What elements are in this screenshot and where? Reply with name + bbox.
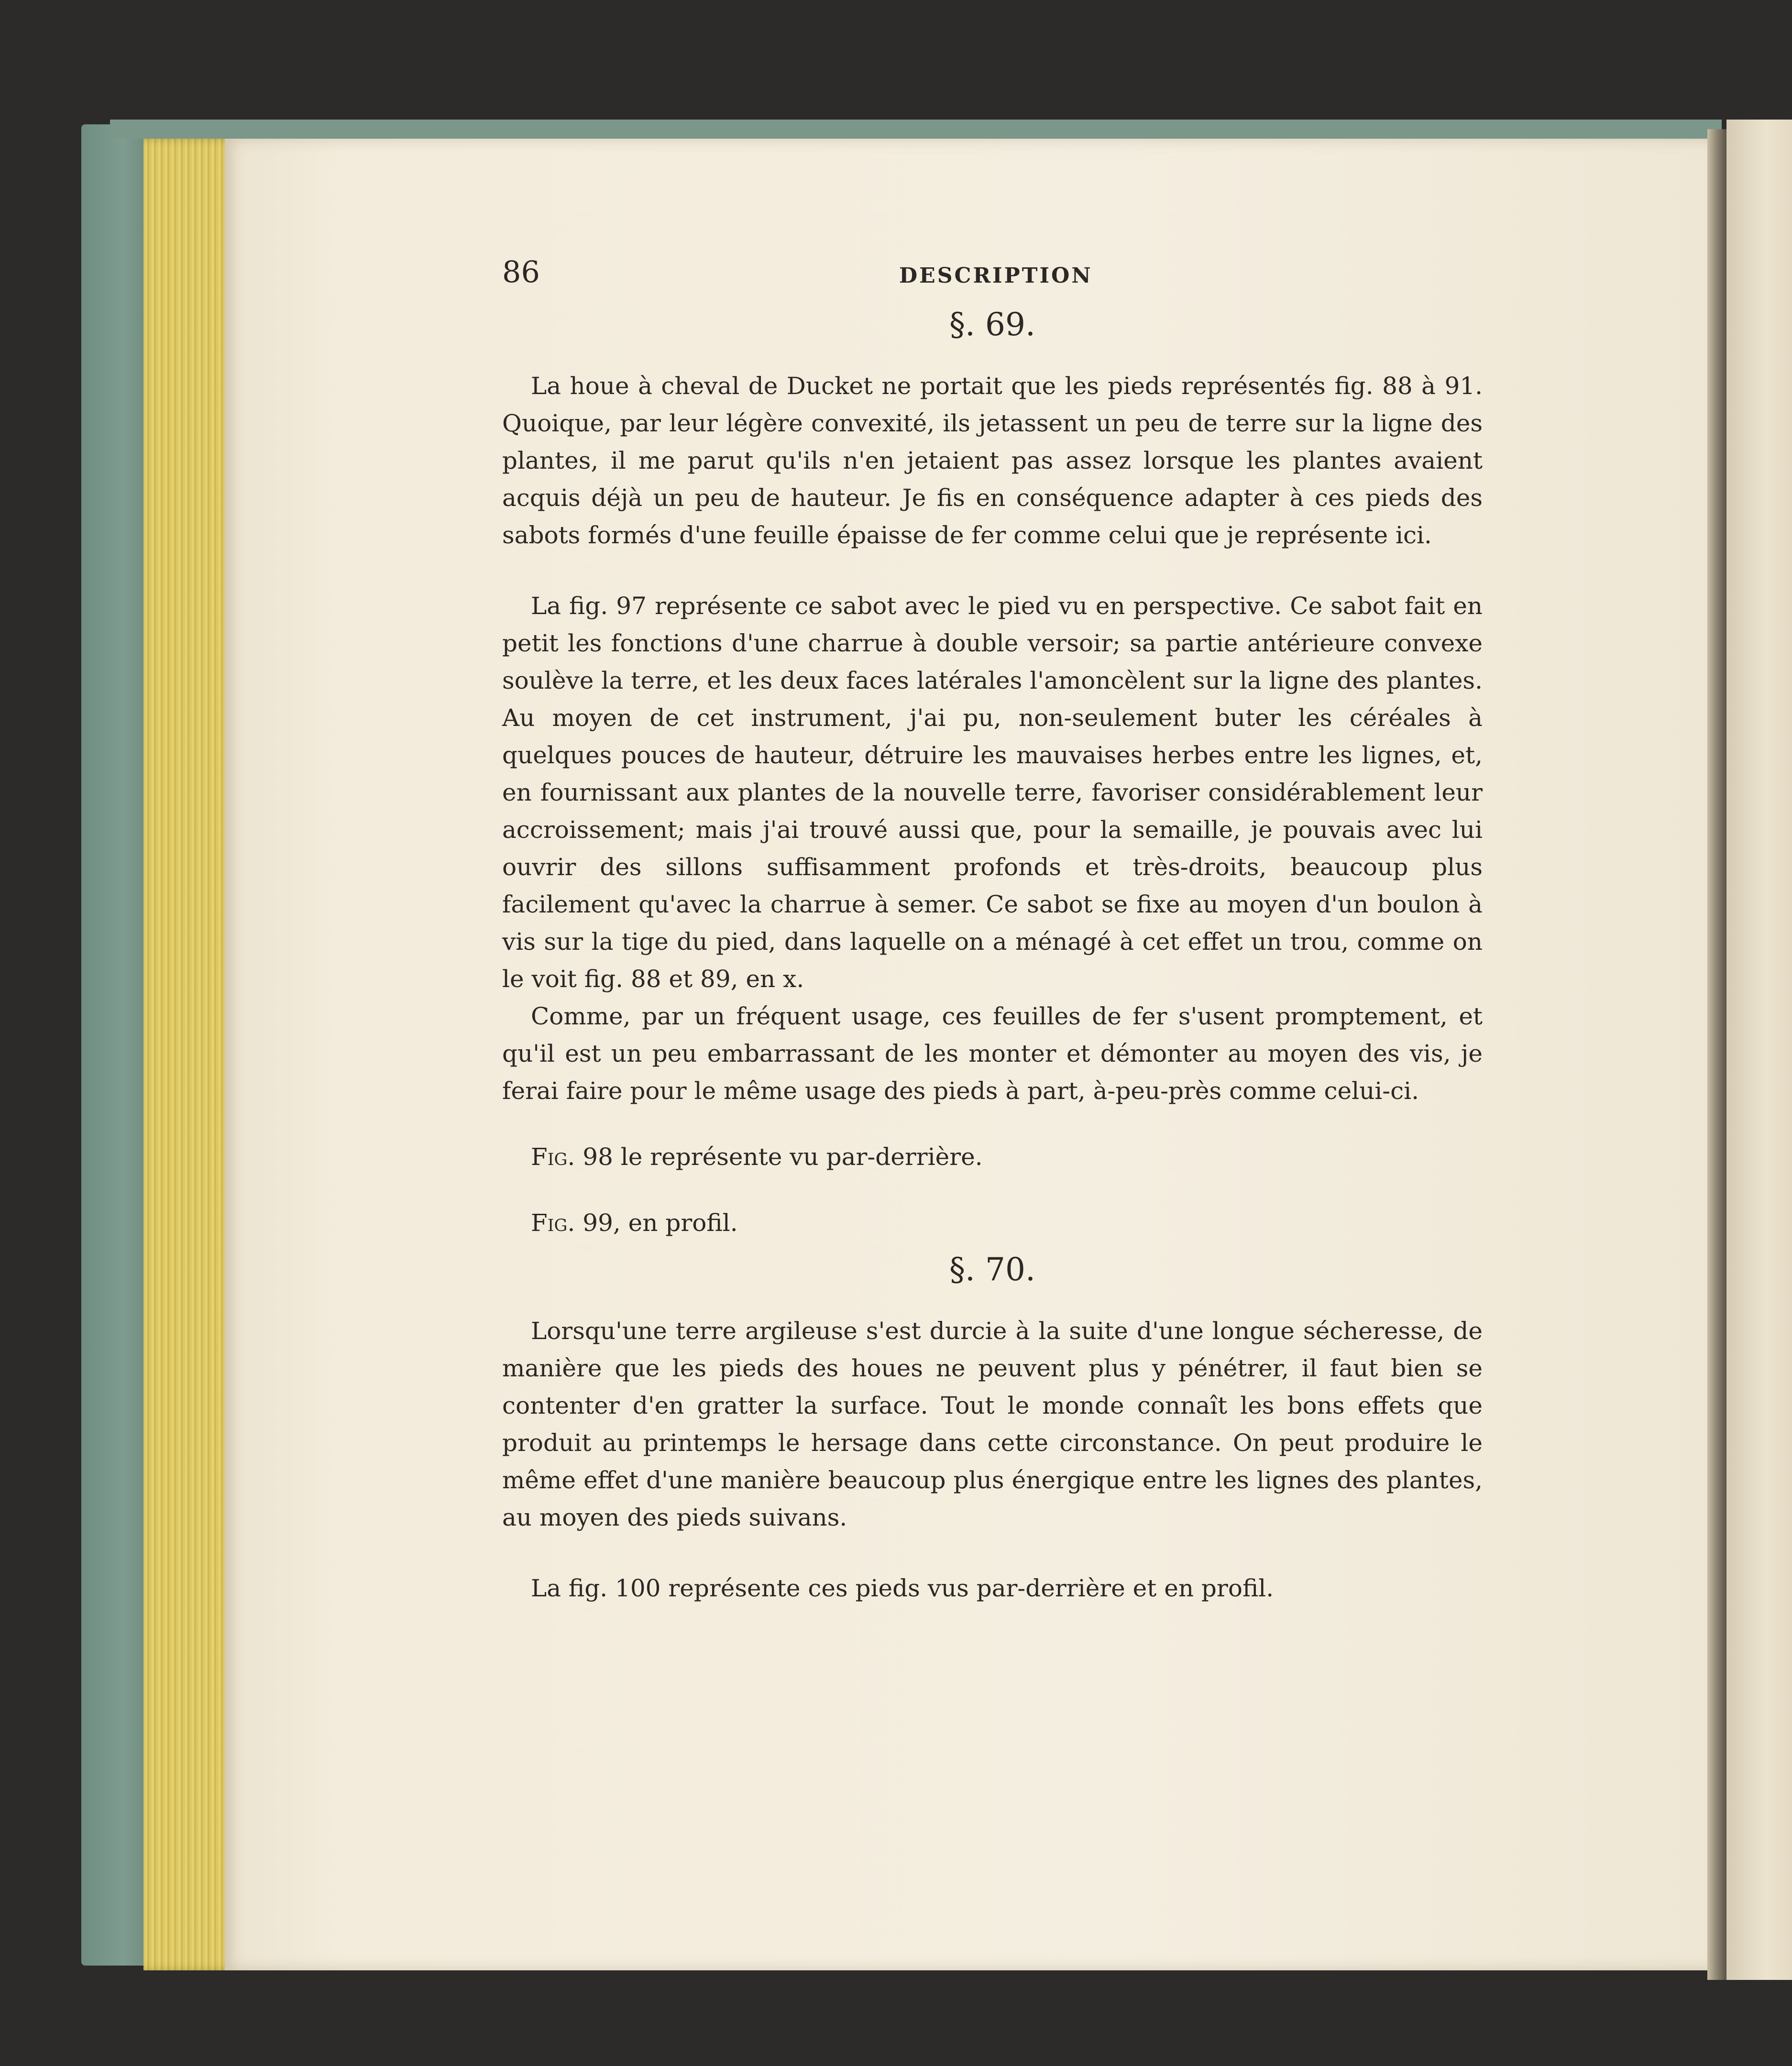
right-page-edge xyxy=(1726,120,1792,1980)
page-header xyxy=(502,253,1483,297)
figure-text: 98 le représente vu par-derrière. xyxy=(575,1143,983,1171)
figure-label: Fig. xyxy=(531,1143,575,1171)
figure-caption xyxy=(502,1138,1483,1176)
paragraph: La fig. 100 représente ces pieds vus par-derrière et en profil. xyxy=(531,1574,1274,1602)
book-gutter xyxy=(1707,129,1726,1980)
section-heading-69: §. 69. xyxy=(949,306,1035,343)
page-text xyxy=(502,253,1483,1607)
paragraph: Lorsqu'une terre argileuse s'est durcie à la suite d'une longue sécheresse, de manière que les pieds des houes ne peuvent plus y pénétrer, il faut bien se contenter d'en gratter la surface. Tout le monde connaît les bons effets que produit au printemps le hersage dans cette circonstance. On peut produire le même effet d'une manière beaucoup plus énergique entre les lignes des plantes, au moyen des pieds suivans. xyxy=(502,1317,1483,1531)
running-title: DESCRIPTION xyxy=(899,264,1093,288)
page-number: 86 xyxy=(502,254,540,289)
paragraph: La fig. 97 représente ce sabot avec le pied vu en perspective. Ce sabot fait en petit les fonctions d'une charrue à double versoir; sa partie antérieure convexe soulève la terre, et les deux faces latérales l'amoncèlent sur la ligne des plantes. Au moyen de cet instrument, j'ai pu, non-seulement buter les céréales à quelques pouces de hauteur, détruire les mauvaises herbes entre les lignes, et, en fournissant aux plantes de la nouvelle terre, favoriser considérablement leur accroissement; mais j'ai trouvé aussi que, pour la semaille, je pouvais avec lui ouvrir des sillons suffisamment profonds et très-droits, beaucoup plus facilement qu'avec la charrue à semer. Ce sabot se fixe au moyen d'un boulon à vis sur la tige du pied, dans laquelle on a ménagé à cet effet un trou, comme on le voit fig. 88 et 89, en x. xyxy=(502,592,1483,993)
paragraph: Comme, par un fréquent usage, ces feuilles de fer s'usent promptement, et qu'il est un peu embarrassant de les monter et démonter au moyen des vis, je ferai faire pour le même usage des pieds à part, à-peu-près comme celui-ci. xyxy=(502,1002,1483,1105)
paragraph: La houe à cheval de Ducket ne portait que les pieds représentés fig. 88 à 91. Quoique, par leur légère convexité, ils jetassent un peu de terre sur la ligne des plantes, il me parut qu'ils n'en jetaient pas assez lorsque les plantes avaient acquis déjà un peu de hauteur. Je fis en conséquence adapter à ces pieds des sabots formés d'une feuille épaisse de fer comme celui que je représente ici. xyxy=(502,372,1483,549)
figure-text: 99, en profil. xyxy=(575,1209,738,1237)
section-heading-70: §. 70. xyxy=(949,1251,1035,1288)
figure-caption xyxy=(502,1204,1483,1242)
figure-label: Fig. xyxy=(531,1209,575,1237)
book-cover-top-edge xyxy=(110,120,1722,139)
